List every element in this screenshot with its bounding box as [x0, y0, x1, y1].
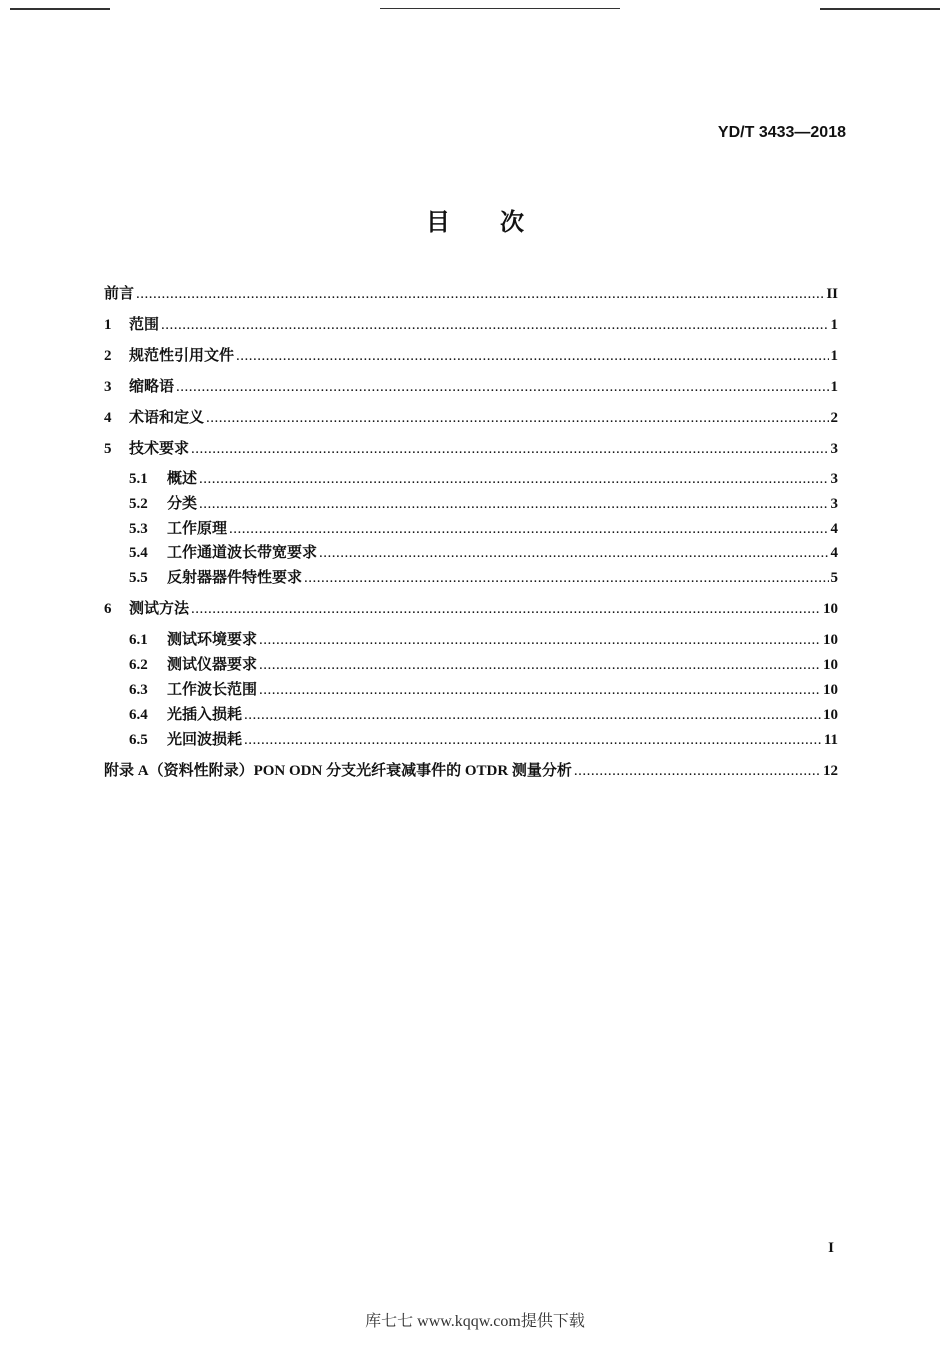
- dot-leader: [244, 732, 822, 749]
- toc-entry-label: 反射器器件特性要求: [167, 570, 303, 586]
- toc-entry-label: 测试环境要求: [167, 632, 258, 648]
- toc-entry-number: 5.1: [129, 471, 148, 487]
- dot-leader: [304, 570, 828, 587]
- toc-entry-number: 6.3: [129, 682, 148, 698]
- toc-entry[interactable]: [104, 437, 838, 457]
- dot-leader: [176, 379, 828, 396]
- dot-leader: [259, 632, 821, 649]
- toc-entry-page: 10: [823, 707, 838, 723]
- toc-entry[interactable]: [104, 344, 838, 364]
- toc-entry-label: 测试仪器要求: [167, 657, 258, 673]
- toc-entry-page: 2: [830, 410, 838, 426]
- scan-edge-line: [380, 8, 620, 9]
- toc-entry[interactable]: [104, 728, 838, 748]
- toc-entry-label: 前言: [104, 286, 135, 302]
- toc-entry-number: 5.4: [129, 545, 148, 561]
- dot-leader: [236, 348, 828, 365]
- toc-entry-number: 5: [104, 441, 112, 457]
- toc-entry[interactable]: [104, 678, 838, 698]
- dot-leader: [199, 471, 828, 488]
- dot-leader: [136, 286, 824, 303]
- toc-entry-page: 12: [823, 763, 838, 779]
- toc-entry[interactable]: [104, 517, 838, 537]
- toc-entry-page: 10: [823, 682, 838, 698]
- toc-entry-number: 2: [104, 348, 112, 364]
- toc-entry-number: 4: [104, 410, 112, 426]
- toc-entry-page: 10: [823, 657, 838, 673]
- toc-entry[interactable]: [104, 628, 838, 648]
- toc-entry-label: 测试方法: [129, 601, 190, 617]
- toc-entry-page: II: [826, 286, 838, 302]
- toc-entry[interactable]: [104, 703, 838, 723]
- page-number: I: [828, 1240, 834, 1256]
- toc-entry-page: 4: [830, 545, 838, 561]
- dot-leader: [574, 763, 821, 780]
- toc-entry[interactable]: [104, 467, 838, 487]
- dot-leader: [191, 601, 821, 618]
- toc-entry[interactable]: [104, 492, 838, 512]
- toc-entry-label: 技术要求: [129, 441, 190, 457]
- toc-entry-label: 分类: [167, 496, 198, 512]
- scan-edge-line: [10, 8, 110, 10]
- toc-entry[interactable]: [104, 375, 838, 395]
- toc-entry[interactable]: [104, 313, 838, 333]
- toc-entry-label: 缩略语: [129, 379, 175, 395]
- toc-entry-label: 工作原理: [167, 521, 228, 537]
- toc-entry[interactable]: [104, 566, 838, 586]
- toc-entry-label: 工作通道波长带宽要求: [167, 545, 318, 561]
- dot-leader: [259, 657, 821, 674]
- toc-entry-label: 概述: [167, 471, 198, 487]
- toc-entry[interactable]: [104, 759, 838, 779]
- toc-entry-page: 11: [823, 732, 838, 748]
- dot-leader: [191, 441, 828, 458]
- toc-entry[interactable]: [104, 282, 838, 302]
- toc-entry-number: 5.5: [129, 570, 148, 586]
- toc-entry-label: 光回波损耗: [167, 732, 243, 748]
- toc-entry-number: 6.2: [129, 657, 148, 673]
- toc-entry-label: 规范性引用文件: [129, 348, 235, 364]
- dot-leader: [319, 545, 828, 562]
- toc-entry-page: 3: [830, 496, 838, 512]
- toc-entry-label: 光插入损耗: [167, 707, 243, 723]
- toc-entry-page: 3: [830, 441, 838, 457]
- toc-entry-number: 6: [104, 601, 112, 617]
- toc-entry-page: 10: [823, 601, 838, 617]
- toc-entry-number: 3: [104, 379, 112, 395]
- toc-entry-number: 6.5: [129, 732, 148, 748]
- toc-entry-page: 1: [830, 317, 838, 333]
- dot-leader: [206, 410, 828, 427]
- footer-watermark: 库七七 www.kqqw.com提供下载: [365, 1313, 585, 1330]
- standard-number: YD/T 3433—2018: [717, 124, 846, 141]
- toc-entry-page: 10: [823, 632, 838, 648]
- toc-entry-number: 1: [104, 317, 112, 333]
- toc-entry-number: 5.2: [129, 496, 148, 512]
- toc-entry-page: 5: [830, 570, 838, 586]
- toc-entry-label: 工作波长范围: [167, 682, 258, 698]
- scan-edge-line: [820, 8, 940, 10]
- toc-entry-label: 术语和定义: [129, 410, 205, 426]
- page-title: 目次: [426, 210, 574, 236]
- toc-entry-page: 3: [830, 471, 838, 487]
- toc-entry-number: 6.1: [129, 632, 148, 648]
- toc-entry[interactable]: [104, 406, 838, 426]
- toc-entry-number: 5.3: [129, 521, 148, 537]
- dot-leader: [161, 317, 828, 334]
- dot-leader: [244, 707, 821, 724]
- dot-leader: [229, 521, 828, 538]
- toc-entry-page: 4: [830, 521, 838, 537]
- toc-entry[interactable]: [104, 653, 838, 673]
- toc-entry[interactable]: [104, 597, 838, 617]
- toc-entry-page: 1: [830, 348, 838, 364]
- toc-entry-page: 1: [830, 379, 838, 395]
- toc-entry[interactable]: [104, 541, 838, 561]
- toc-entry-label: 附录 A（资料性附录）PON ODN 分支光纤衰减事件的 OTDR 测量分析: [104, 763, 572, 779]
- toc-entry-number: 6.4: [129, 707, 148, 723]
- dot-leader: [199, 496, 828, 513]
- toc-entry-label: 范围: [129, 317, 160, 333]
- dot-leader: [259, 682, 821, 699]
